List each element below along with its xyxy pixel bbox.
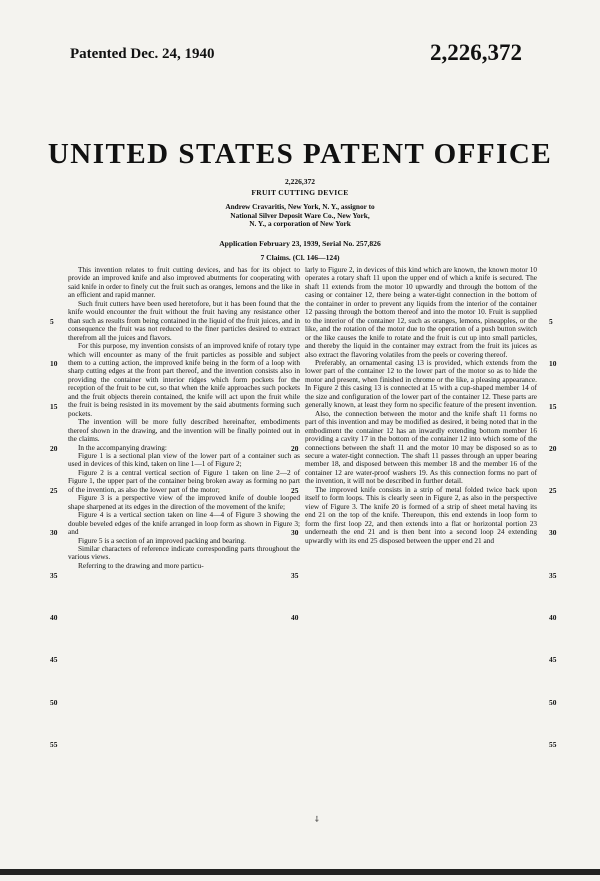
claims-line: 7 Claims. (Cl. 146—124) xyxy=(260,253,340,262)
line-number: 35 xyxy=(50,571,58,580)
line-number: 20 xyxy=(549,444,557,453)
line-number: 25 xyxy=(50,486,58,495)
line-number: 50 xyxy=(50,698,58,707)
paragraph: Preferably, an ornamental casing 13 is provided, which extends from the lower part of the container 12 to the lower part of the motor so as to hide the motor and present, when finished in chrome or the like, a pleasing appearance. In Figure 2 this casing 13 is connected at 15 with a cup-shaped member 14 of the size and configuration of the lower part of the container 12. These parts are generally known, at least they form no specific feature of the present invention. xyxy=(305,357,537,410)
line-number: 55 xyxy=(50,740,58,749)
right-column xyxy=(305,266,537,545)
patent-number: 2,226,372 xyxy=(430,40,522,65)
line-number: 40 xyxy=(50,613,58,622)
line-number: 50 xyxy=(549,698,557,707)
paragraph: For this purpose, my invention consists of an improved knife of rotary type which will encounter as many of the fruit particles as possible and subject them to a cutting action, the improved knife being in the form of a loop with sharp cutting edges at the front part thereof, and the invention consists also in providing the container with interior ridges which form pockets for the reception of the fruit to be cut, so that when the knife approaches such pockets and the fruit objects therein contained, the knife will act upon the fruit while the fruit is being resisted in its movement by the said abutments forming such pockets. xyxy=(68,341,300,418)
paragraph: Figure 5 is a section of an improved packing and bearing. xyxy=(78,535,246,545)
line-number: 15 xyxy=(549,402,557,411)
paragraph: Also, the connection between the motor and the knife shaft 11 forms no part of this invention and may be modified as desired, it being noted that in the embodiment the container 12 has an inwardly extending bottom member 16 providing a cavity 17 in the bottom of the container 12 into which some of the connections between the shaft 11 and the motor 10 may be disposed so as to secure a water-tight connection. The shaft 11 passes through an upper bearing member 18, and disposed between this member 18 and the member 16 of the container 12 are water-proof washers 19. As this connection forms no part of the invention, it will not be described in further detail. xyxy=(305,408,537,486)
office-heading: UNITED STATES PATENT OFFICE xyxy=(47,138,553,170)
line-number: 35 xyxy=(291,571,299,580)
line-number: 55 xyxy=(549,740,557,749)
line-number: 30 xyxy=(50,528,58,537)
line-number: 35 xyxy=(549,571,557,580)
line-number: 25 xyxy=(291,486,299,495)
patent-date: Patented Dec. 24, 1940 xyxy=(70,46,215,62)
paragraph: Figure 3 is a perspective view of the improved knife of double looped shape sharpened at its edges in the direction of the movement of the knife; xyxy=(68,493,300,511)
line-number: 15 xyxy=(50,402,58,411)
paragraph: Figure 4 is a vertical section taken on line 4—4 of Figure 3 showing the double beveled edges of the knife arranged in loop form as shown in Figure 3; and xyxy=(68,510,300,537)
invention-title: FRUIT CUTTING DEVICE xyxy=(251,188,349,197)
line-number: 20 xyxy=(50,444,58,453)
line-number: 45 xyxy=(549,655,557,664)
bottom-scan-bar xyxy=(0,869,600,875)
assignor-line: Andrew Cravaritis, New York, N. Y., assignor to xyxy=(225,202,375,211)
paragraph: Similar characters of reference indicate corresponding parts throughout the various views. xyxy=(68,543,300,562)
line-number: 10 xyxy=(50,359,58,368)
paragraph: The invention will be more fully described hereinafter, embodiments thereof shown in the drawing, and the invention will be finally pointed out in the claims. xyxy=(68,417,300,444)
line-number: 25 xyxy=(549,486,557,495)
assignor-block xyxy=(0,203,600,229)
paragraph: Referring to the drawing and more particu- xyxy=(78,560,204,570)
paragraph: Such fruit cutters have been used heretofore, but it has been found that the knife would encounter the fruit without the fruit having any resistance other than such as results from being contained in the liquid of the fruit juices, and in consequence the fruit was not reduced to the finer particles desired to extract therefrom all the juices and flavors. xyxy=(68,298,300,342)
line-number: 40 xyxy=(549,613,557,622)
paragraph: In the accompanying drawing: xyxy=(78,442,167,452)
line-number: 20 xyxy=(291,444,299,453)
assignor-line: National Silver Deposit Ware Co., New York, xyxy=(230,210,370,220)
paragraph: larly to Figure 2, in devices of this kind which are known, the known motor 10 operates a rotary shaft 11 upon the upper end of which a knife is secured. The shaft 11 extends from the motor 10 upwardly and through the bottom of the casing or container 12, there being a water-tight connection in the bottom of the container in order to prevent any liquids from the interior of the container 12 passing through the bottom thereof and into the motor 10. Fruit is supplied to the interior of the container 12, such as oranges, lemons, pineapples, or the like, and the rotation of the motor due to the operation of a push button switch or the like causes the knife to rotate and the fruit is cut up into small particles, and thereby the liquid in the container may extract from the fruit its juices as also extract the flavoring volatiles from the peels or covering thereof. xyxy=(305,265,537,359)
line-number: 30 xyxy=(549,528,557,537)
paragraph: Figure 2 is a central vertical section of Figure 1 taken on line 2—2 of Figure 1, the upper part of the container being broken away as forming no part of the invention, as also the lower part of the motor; xyxy=(68,467,300,494)
footer-mark: ⸸ xyxy=(315,815,319,824)
line-number: 5 xyxy=(50,317,54,326)
assignor-line: N. Y., a corporation of New York xyxy=(249,219,351,229)
line-number: 10 xyxy=(549,359,557,368)
paragraph: Figure 1 is a sectional plan view of the lower part of a container such as used in devices of this kind, taken on line 1—1 of Figure 2; xyxy=(68,450,300,469)
line-number: 5 xyxy=(549,317,553,326)
paragraph: The improved knife consists in a strip of metal folded twice back upon itself to form loops. This is clearly seen in Figure 2, as also in the perspective view of Figure 3. The knife 20 is formed of a strip of sheet metal having its end 21 on the top of the knife. Thereupon, this end extends in loop form to form the first loop 22, and then extends into a flat or horizontal portion 23 underneath the end 21 and is then bent into a second loop 24 extending upwardly with its end 25 disposed between the upper end 21 and xyxy=(305,484,537,545)
line-number: 45 xyxy=(50,655,58,664)
line-number: 30 xyxy=(291,528,299,537)
line-number: 40 xyxy=(291,613,299,622)
application-line: Application February 23, 1939, Serial No. 257,826 xyxy=(219,239,381,248)
patent-number-small: 2,226,372 xyxy=(285,177,315,186)
left-column xyxy=(68,266,300,570)
paragraph: This invention relates to fruit cutting devices, and has for its object to provide an improved knife and also improved abutments for cooperating with said knife in order to finely cut the fruit such as oranges, lemons and the like in an efficient and rapid manner. xyxy=(68,265,300,300)
